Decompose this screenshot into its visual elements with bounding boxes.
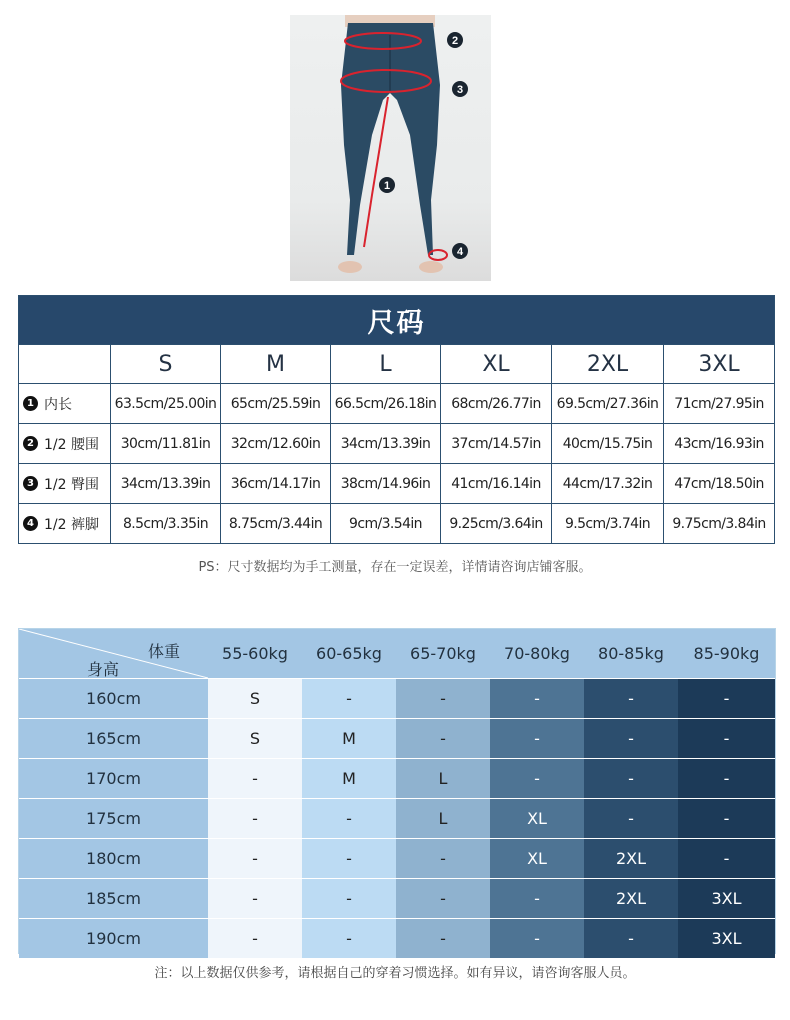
grid-cell: - [302,879,396,919]
table-cell: 43cm/16.93in [664,424,775,464]
grid-cell: M [302,759,396,799]
grid-cell: - [584,759,678,799]
grid-cell: - [490,759,584,799]
grid-cell: - [396,679,490,719]
grid-cell: - [678,839,775,879]
weight-header: 80-85kg [584,629,678,679]
number-badge: 2 [23,436,38,451]
grid-cell: - [302,919,396,959]
table-cell: 9.25cm/3.64in [441,504,552,544]
svg-text:2: 2 [451,35,459,47]
table-cell: 8.75cm/3.44in [221,504,331,544]
table-cell: 9.5cm/3.74in [552,504,664,544]
grid-cell: - [490,679,584,719]
table-cell: 47cm/18.50in [664,464,775,504]
table-cell: 69.5cm/27.36in [552,384,664,424]
svg-text:4: 4 [456,246,464,258]
grid-cell: - [208,919,302,959]
grid-cell: 3XL [678,919,775,959]
height-cell: 180cm [19,839,208,879]
table-row-waist [19,424,775,464]
number-badge: 3 [23,476,38,491]
grid-cell: - [208,839,302,879]
measurement-note: PS：尺寸数据均为手工测量，存在一定误差，详情请咨询店铺客服。 [198,560,592,575]
size-header: 3XL [664,345,775,384]
height-cell: 175cm [19,799,208,839]
marker-3 [452,81,468,97]
row-label: 1 内长 [19,384,111,424]
weight-label: 体重 [147,642,180,661]
height-cell: 160cm [19,679,208,719]
grid-cell: - [584,679,678,719]
grid-cell: - [678,679,775,719]
marker-2 [447,32,463,48]
grid-cell: L [396,799,490,839]
size-header: L [331,345,441,384]
weight-header-row [19,629,775,679]
corner-header [19,629,208,679]
table-cell: 9cm/3.54in [331,504,441,544]
grid-cell: - [490,919,584,959]
grid-cell: S [208,679,302,719]
size-header: 2XL [552,345,664,384]
grid-row [19,759,775,799]
grid-cell: - [302,839,396,879]
grid-row [19,799,775,839]
weight-header: 60-65kg [302,629,396,679]
row-label: 2 1/2 腰围 [19,424,111,464]
svg-text:1: 1 [383,180,391,192]
grid-row [19,919,775,959]
weight-header: 55-60kg [208,629,302,679]
table-cell: 37cm/14.57in [441,424,552,464]
table-cell: 30cm/11.81in [111,424,221,464]
grid-cell: M [302,719,396,759]
reference-note: 注：以上数据仅供参考，请根据自己的穿着习惯选择。如有异议，请咨询客服人员。 [154,966,636,981]
table-cell: 71cm/27.95in [664,384,775,424]
size-header-row [19,345,775,384]
grid-cell: S [208,719,302,759]
grid-cell: - [678,759,775,799]
grid-cell: 2XL [584,879,678,919]
size-recommendation-grid [18,628,776,954]
size-table-title: 尺码 [19,296,775,345]
size-header: M [221,345,331,384]
table-cell: 38cm/14.96in [331,464,441,504]
grid-cell: - [396,839,490,879]
leggings-illustration [290,15,491,281]
grid-cell: - [208,799,302,839]
weight-header: 70-80kg [490,629,584,679]
size-header: XL [441,345,552,384]
size-table [18,295,775,544]
table-cell: 8.5cm/3.35in [111,504,221,544]
grid-cell: 3XL [678,879,775,919]
weight-header: 65-70kg [396,629,490,679]
grid-row [19,719,775,759]
grid-cell: - [396,719,490,759]
grid-cell: 2XL [584,839,678,879]
grid-cell: - [302,679,396,719]
grid-cell: - [584,919,678,959]
grid-cell: - [396,919,490,959]
grid-cell: L [396,759,490,799]
grid-cell: XL [490,799,584,839]
grid-cell: - [302,799,396,839]
header-empty-cell [19,345,111,384]
grid-cell: - [490,719,584,759]
height-cell: 185cm [19,879,208,919]
row-label: 4 1/2 裤脚 [19,504,111,544]
grid-cell: - [208,759,302,799]
grid-cell: - [396,879,490,919]
table-cell: 65cm/25.59in [221,384,331,424]
grid-cell: - [490,879,584,919]
table-row-leg-opening [19,504,775,544]
table-row-inseam [19,384,775,424]
grid-row [19,679,775,719]
grid-cell: - [208,879,302,919]
svg-text:3: 3 [456,84,464,96]
table-cell: 32cm/12.60in [221,424,331,464]
table-cell: 40cm/15.75in [552,424,664,464]
grid-cell: - [584,799,678,839]
marker-4 [452,243,468,259]
height-cell: 190cm [19,919,208,959]
grid-row [19,879,775,919]
number-badge: 1 [23,396,38,411]
grid-cell: - [678,799,775,839]
grid-row [19,839,775,879]
grid-cell: - [584,719,678,759]
height-cell: 165cm [19,719,208,759]
row-label: 3 1/2 臀围 [19,464,111,504]
number-badge: 4 [23,516,38,531]
table-cell: 44cm/17.32in [552,464,664,504]
product-photo [290,15,491,281]
table-cell: 41cm/16.14in [441,464,552,504]
grid-cell: - [678,719,775,759]
grid-cell: XL [490,839,584,879]
table-cell: 66.5cm/26.18in [331,384,441,424]
height-label: 身高 [87,660,120,679]
table-cell: 34cm/13.39in [331,424,441,464]
table-row-hip [19,464,775,504]
table-cell: 36cm/14.17in [221,464,331,504]
table-cell: 9.75cm/3.84in [664,504,775,544]
table-cell: 68cm/26.77in [441,384,552,424]
marker-1 [379,177,395,193]
weight-header: 85-90kg [678,629,775,679]
table-cell: 63.5cm/25.00in [111,384,221,424]
size-header: S [111,345,221,384]
table-cell: 34cm/13.39in [111,464,221,504]
height-cell: 170cm [19,759,208,799]
